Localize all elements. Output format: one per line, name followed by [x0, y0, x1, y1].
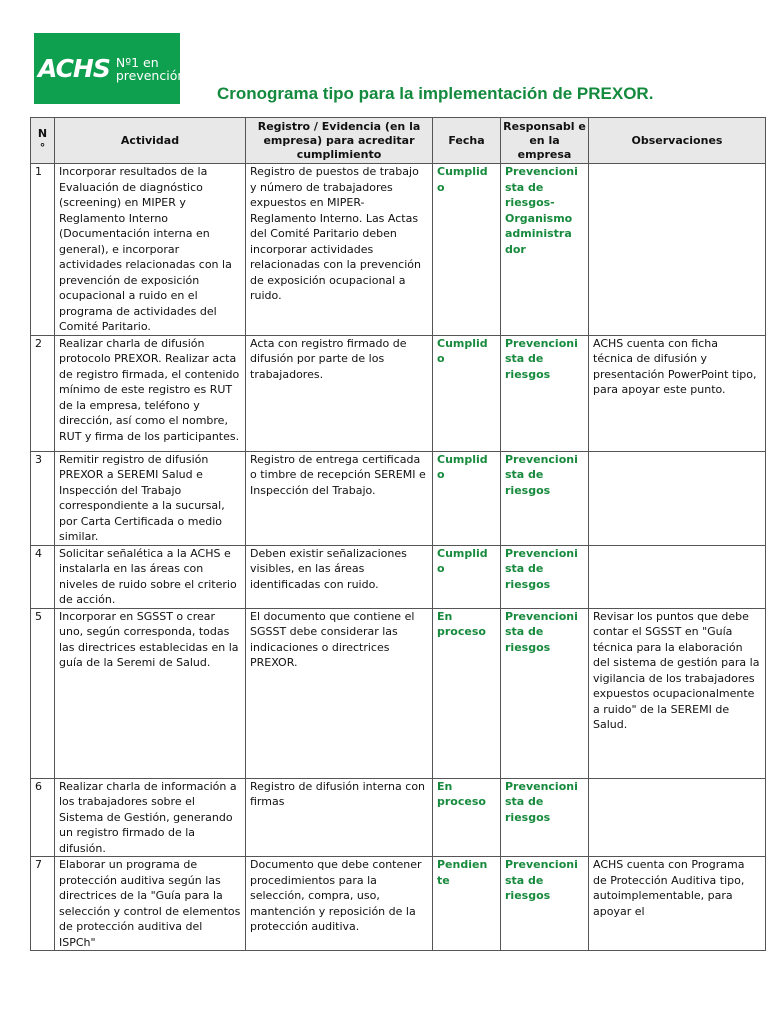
fecha-cell: Pendien te [433, 857, 501, 951]
actividad-cell: Incorporar resultados de la Evaluación de diagnóstico (screening) en MIPER y Reglamento Interno (Documentación interna en general), e incorporar actividades relacionadas con la prevención de exposición ocupacional a ruido en el programa de actividades del Comité Paritario. [55, 164, 246, 336]
responsable-cell: Prevencioni sta de riesgos [501, 451, 589, 545]
header-registro: Registro / Evidencia (en la empresa) para acreditar cumplimiento [246, 118, 433, 164]
row-number: 2 [31, 335, 55, 451]
logo-tagline [116, 56, 185, 82]
row-number: 4 [31, 545, 55, 608]
registro-cell: Registro de entrega certificada o timbre de recepción SEREMI e Inspección del Trabajo. [246, 451, 433, 545]
responsable-cell: Prevencioni sta de riesgos [501, 608, 589, 778]
table-row [31, 608, 766, 778]
logo-brand: ACHS [38, 54, 110, 83]
table-row [31, 335, 766, 451]
observaciones-cell [589, 545, 766, 608]
observaciones-cell: ACHS cuenta con Programa de Protección Auditiva tipo, autoimplementable, para apoyar el [589, 857, 766, 951]
registro-cell: Registro de difusión interna con firmas [246, 778, 433, 857]
fecha-cell: Cumplid o [433, 545, 501, 608]
actividad-cell: Elaborar un programa de protección auditiva según las directrices de la "Guía para la selección y control de elementos de protección auditiva del ISPCh" [55, 857, 246, 951]
achs-logo [34, 33, 186, 104]
registro-cell: Acta con registro firmado de difusión por parte de los trabajadores. [246, 335, 433, 451]
responsable-cell: Prevencioni sta de riesgos [501, 545, 589, 608]
row-number: 6 [31, 778, 55, 857]
registro-cell: Deben existir señalizaciones visibles, en las áreas identificadas con ruido. [246, 545, 433, 608]
row-number: 3 [31, 451, 55, 545]
table-row [31, 164, 766, 336]
fecha-cell: En proceso [433, 778, 501, 857]
actividad-cell: Realizar charla de información a los trabajadores sobre el Sistema de Gestión, generando un registro firmado de la difusión. [55, 778, 246, 857]
table-header-row [31, 118, 766, 164]
observaciones-cell: ACHS cuenta con ficha técnica de difusión y presentación PowerPoint tipo, para apoyar este punto. [589, 335, 766, 451]
registro-cell: Documento que debe contener procedimientos para la selección, compra, uso, mantención y reposición de la protección auditiva. [246, 857, 433, 951]
responsable-cell: Prevencioni sta de riesgos [501, 778, 589, 857]
header-responsable: Responsabl e en la empresa [501, 118, 589, 164]
table-row [31, 857, 766, 951]
observaciones-cell [589, 778, 766, 857]
fecha-cell: En proceso [433, 608, 501, 778]
actividad-cell: Realizar charla de difusión protocolo PREXOR. Realizar acta de registro firmada, el contenido mínimo de este registro es RUT de la empresa, teléfono y dirección, así como el nombre, RUT y firma de los participantes. [55, 335, 246, 451]
header-observaciones: Observaciones [589, 118, 766, 164]
logo-tagline-line-2: prevención [115, 67, 186, 83]
responsable-cell: Prevencioni sta de riesgos [501, 335, 589, 451]
fecha-cell: Cumplid o [433, 164, 501, 336]
table-row [31, 545, 766, 608]
registro-cell: Registro de puestos de trabajo y número de trabajadores expuestos en MIPER-Reglamento Interno. Las Actas del Comité Paritario deben incorporar actividades relacionadas con la prevención de exposición ocupacional a ruido. [246, 164, 433, 336]
header-actividad: Actividad [55, 118, 246, 164]
actividad-cell: Solicitar señalética a la ACHS e instalarla en las áreas con niveles de ruido sobre el criterio de acción. [55, 545, 246, 608]
header-fecha: Fecha [433, 118, 501, 164]
responsable-cell: Prevencioni sta de riesgos- Organismo administra dor [501, 164, 589, 336]
table-row [31, 451, 766, 545]
row-number: 7 [31, 857, 55, 951]
logo-tagline-line-1: Nº1 en [115, 54, 159, 70]
observaciones-cell [589, 451, 766, 545]
registro-cell: El documento que contiene el SGSST debe considerar las indicaciones o directrices PREXOR. [246, 608, 433, 778]
row-number: 5 [31, 608, 55, 778]
row-number: 1 [31, 164, 55, 336]
observaciones-cell: Revisar los puntos que debe contar el SGSST en "Guía técnica para la elaboración del sistema de gestión para la vigilancia de los trabajadores expuestos ocupacionalmente a ruido" de la SEREMI de Salud. [589, 608, 766, 778]
table-row [31, 778, 766, 857]
document-title: Cronograma tipo para la implementación de PREXOR. [217, 84, 654, 103]
actividad-cell: Remitir registro de difusión PREXOR a SEREMI Salud e Inspección del Trabajo correspondiente a la sucursal, por Carta Certificada o medio similar. [55, 451, 246, 545]
fecha-cell: Cumplid o [433, 451, 501, 545]
fecha-cell: Cumplid o [433, 335, 501, 451]
responsable-cell: Prevencioni sta de riesgos [501, 857, 589, 951]
actividad-cell: Incorporar en SGSST o crear uno, según corresponda, todas las directrices establecidas en la guía de la Seremi de Salud. [55, 608, 246, 778]
schedule-table [30, 117, 766, 951]
header-number: N ° [31, 118, 55, 164]
observaciones-cell [589, 164, 766, 336]
